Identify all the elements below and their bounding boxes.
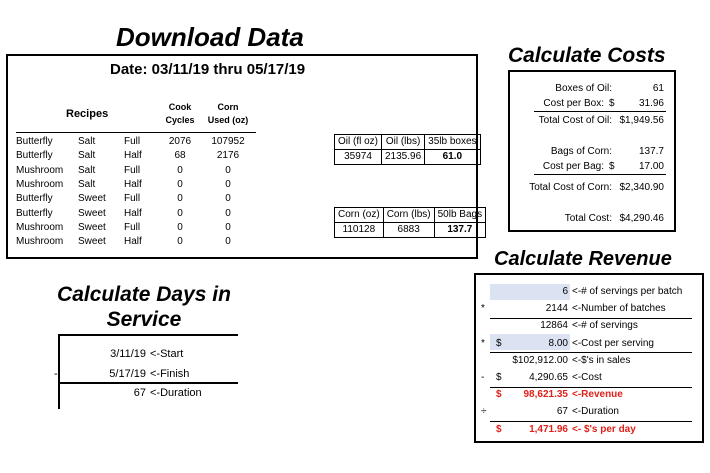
calculate-revenue-title: Calculate Revenue [494,248,672,270]
recipe-cell-cycles: 68 [174,150,186,162]
corn-used-header-1: Corn [217,102,239,112]
revenue-cur: $ [496,389,502,401]
corn-bags-value: 137.7 [434,223,485,238]
recipe-cell-corn: 0 [225,207,231,219]
costs-panel [508,70,676,232]
recipe-cell-corn: 107952 [211,136,245,147]
bags-of-corn-label: Bags of Corn: [550,146,612,157]
recipe-cell-cycles: 0 [177,193,183,205]
boxes-of-oil-value: 61 [652,83,664,94]
recipe-cell-flavor: Salt [78,150,96,162]
revenue-label: <-Cost per serving [572,337,654,349]
recipe-cell-cycles: 0 [177,236,183,248]
revenue-cur: $ [496,372,502,383]
total-cost-label: Total Cost: [564,213,612,224]
revenue-label: <- $'s per day [572,423,636,435]
revenue-value: 12864 [540,320,568,332]
recipe-cell-size: Half [124,178,142,190]
recipe-cell-cycles: 2076 [168,136,192,147]
recipe-cell-corn: 0 [225,221,231,233]
cost-per-box-label: Cost per Box: [543,98,604,109]
recipe-cell-cycles: 0 [177,164,183,176]
recipe-cell-size: Full [124,193,141,205]
days-panel [54,334,238,409]
corn-lbs-value: 6883 [383,223,434,238]
total-cost-value: $4,290.46 [619,213,664,224]
recipe-cell-flavor: Sweet [78,193,106,205]
revenue-label: <-# of servings [572,320,638,332]
revenue-label: <-Cost [572,372,602,383]
recipe-cell-size: Half [124,150,142,162]
revenue-value: 98,621.35 [523,389,568,401]
recipe-cell-corn: 2176 [216,150,240,162]
recipe-cell-flavor: Sweet [78,236,106,248]
revenue-label: <-Number of batches [572,303,666,315]
oil-lbs-header: Oil (lbs) [382,135,425,150]
duration-label: <-Duration [150,387,202,399]
recipe-cell-recipe: Mushroom [16,164,64,176]
corn-lbs-header: Corn (lbs) [383,208,434,223]
oil-boxes-value: 61.0 [425,150,480,165]
oil-lbs-value: 2135.96 [382,150,425,165]
revenue-cur: $ [496,337,502,349]
recipe-cell-recipe: Butterfly [16,193,53,205]
calculate-costs-title: Calculate Costs [508,44,666,67]
revenue-label: <-# of servings per batch [572,286,683,297]
recipe-cell-size: Half [124,207,142,219]
recipe-cell-flavor: Sweet [78,221,106,233]
cook-cycles-header-1: Cook [168,102,192,112]
corn-oz-header: Corn (oz) [335,208,384,223]
revenue-panel [474,273,704,443]
recipe-cell-recipe: Butterfly [16,150,53,162]
revenue-value: 2144 [545,303,568,315]
recipe-cell-corn: 0 [225,236,231,248]
finish-label: <-Finish [150,368,190,380]
corn-bags-header: 50lb Bags [434,208,485,223]
start-date: 3/11/19 [110,348,146,360]
revenue-cur: $ [496,423,502,435]
recipe-cell-corn: 0 [225,178,231,190]
minus-sign: - [54,368,58,380]
recipe-cell-flavor: Sweet [78,207,106,219]
total-oil-label: Total Cost of Oil: [538,115,612,126]
recipe-cell-recipe: Mushroom [16,221,64,233]
cost-per-box-currency: $ [609,98,615,109]
duration-value: 67 [133,387,146,399]
date-range: Date: 03/11/19 thru 05/17/19 [110,61,306,78]
cost-per-bag-label: Cost per Bag: [542,161,604,172]
revenue-value: 1,471.96 [529,423,568,435]
cost-per-box-value: 31.96 [638,98,664,109]
recipe-cell-cycles: 0 [177,178,183,190]
recipe-cell-corn: 0 [225,193,231,205]
recipe-cell-recipe: Butterfly [16,207,53,219]
oil-floz-value: 35974 [335,150,382,165]
download-data-title: Download Data [116,22,304,52]
finish-date: 5/17/19 [109,368,146,380]
recipes-header: Recipes [66,108,109,120]
recipe-cell-cycles: 0 [177,207,183,219]
revenue-op: - [481,372,485,383]
days-title-line1: Calculate Days in [57,283,231,306]
cost-per-bag-value: 17.00 [638,161,664,172]
corn-table [334,207,486,238]
revenue-value: 4,290.65 [529,372,568,383]
recipe-cell-size: Full [124,136,141,147]
oil-table [334,134,481,165]
download-data-panel [6,54,483,259]
oil-boxes-header: 35lb boxes [425,135,480,150]
corn-used-header-2: Used (oz) [207,115,249,125]
start-label: <-Start [150,348,184,360]
recipe-cell-size: Full [124,164,141,176]
revenue-op: ÷ [481,406,487,418]
corn-oz-value: 110128 [335,223,384,238]
recipe-cell-size: Full [124,221,141,233]
recipe-cell-size: Half [124,236,142,248]
recipe-cell-flavor: Salt [78,164,96,176]
recipe-cell-recipe: Mushroom [16,236,64,248]
revenue-label: <-Revenue [572,389,623,401]
revenue-value: $102,912.00 [512,354,568,366]
revenue-value: 67 [556,406,568,418]
recipe-cell-cycles: 0 [177,221,183,233]
total-oil-value: $1,949.56 [619,115,664,126]
revenue-label: <-$'s in sales [572,354,631,366]
revenue-value: 6 [562,286,568,297]
days-title-line2: Service [106,308,182,331]
recipe-cell-flavor: Salt [78,136,96,147]
revenue-op: * [481,337,485,349]
recipe-cell-corn: 0 [225,164,231,176]
revenue-op: * [481,303,485,315]
oil-floz-header: Oil (fl oz) [335,135,382,150]
revenue-value: 8.00 [548,337,568,349]
bags-of-corn-value: 137.7 [638,146,664,157]
total-corn-value: $2,340.90 [619,182,664,193]
total-corn-label: Total Cost of Corn: [529,182,612,193]
recipe-cell-recipe: Mushroom [16,178,64,190]
cook-cycles-header-2: Cycles [165,115,195,125]
revenue-label: <-Duration [572,406,619,418]
boxes-of-oil-label: Boxes of Oil: [555,83,612,94]
recipe-cell-flavor: Salt [78,178,96,190]
cost-per-bag-currency: $ [609,161,615,172]
recipe-cell-recipe: Butterfly [16,136,53,147]
